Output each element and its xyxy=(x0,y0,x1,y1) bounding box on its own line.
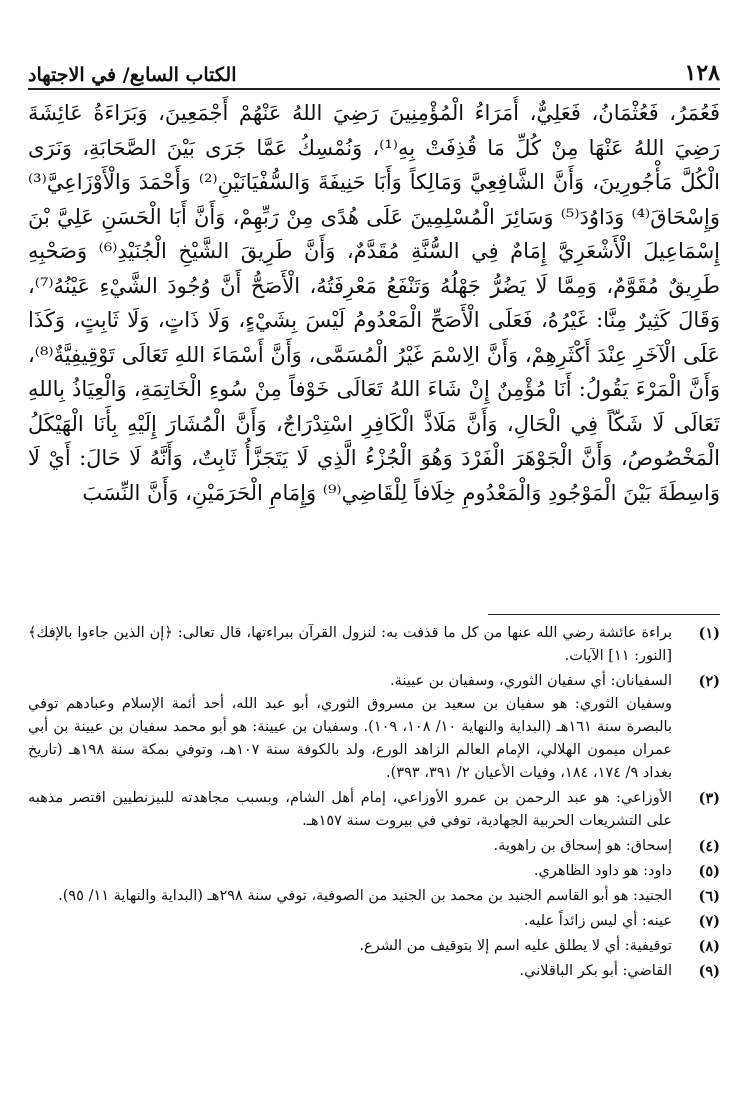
footnote xyxy=(28,860,720,883)
footnote-number: (٥) xyxy=(698,863,720,880)
footnote-line: براءة عائشة رضي الله عنها من كل ما قذفت به: لنزول القرآن ببراءتها، قال تعالى: ﴿إن الذين جاءوا بالإفك﴾ [النور: ١١] الآيات. xyxy=(28,625,672,664)
footnote-line: عينه: أي ليس زائداً عليه. xyxy=(523,913,672,929)
footnote-number: (٩) xyxy=(698,963,720,980)
footnote xyxy=(28,622,720,668)
footnote-text xyxy=(28,670,672,785)
footnote-number: (٤) xyxy=(698,838,720,855)
footnote-line: داود: هو داود الظاهري. xyxy=(533,863,672,879)
page-number: ١٢٨ xyxy=(684,60,720,86)
footnote-line: السفيانان: أي سفيان الثوري، وسفيان بن عيينة. xyxy=(390,673,672,689)
page-header xyxy=(28,52,720,86)
footnote xyxy=(28,935,720,958)
header-rule xyxy=(28,88,720,90)
footnote xyxy=(28,670,720,785)
footnote-line: القاضي: أبو بكر الباقلاني. xyxy=(519,963,672,979)
footnote-number: (٦) xyxy=(698,888,720,905)
footnote-line: توقيفية: أي لا يطلق عليه اسم إلا بتوقيف من الشرع. xyxy=(359,938,672,954)
main-text xyxy=(28,96,720,590)
footnote-text xyxy=(28,935,672,958)
footnote-text xyxy=(28,622,672,668)
footnote-number: (٣) xyxy=(698,790,720,807)
footnote-text xyxy=(28,960,672,983)
footnote-line: الأوزاعي: هو عبد الرحمن بن عمرو الأوزاعي، إمام أهل الشام، وبسبب مجاهدته للبيزنطيين اقتصر مذهبه على التشريعات الحربية الجهادية، توفي في بيروت سنة ١٥٧هـ. xyxy=(28,790,672,829)
running-title: الكتاب السابع/ في الاجتهاد xyxy=(28,64,237,86)
footnote-text xyxy=(28,860,672,883)
footnote-line: الجنيد: هو أبو القاسم الجنيد بن محمد بن الجنيد من الصوفية، توفي سنة ٢٩٨هـ (البداية والنهاية ١١/ ٩٥). xyxy=(58,888,672,904)
footnote-line: إسحاق: هو إسحاق بن راهوية. xyxy=(493,838,672,854)
footnote xyxy=(28,787,720,833)
main-paragraph: فَعُمَرُ، فَعُثْمَانُ، فَعَلِيٌّ، أُمَرَاءُ الْمُؤْمِنِينَ رَضِيَ اللهُ عَنْهُمْ أَجْمَعِينَ، وَبَرَاءَةُ عَائِشَةَ رَضِيَ اللهُ عَنْهَا مِنْ كُلِّ مَا قُذِفَتْ بِهِ⁽¹⁾، وَنُمْسِكُ عَمَّا جَرَى بَيْنَ الصَّحَابَةِ، وَنَرَى الْكُلَّ مَأْجُورِينَ، وَأَنَّ الشَّافِعِيَّ وَمَالِكاً وَأَبَا حَنِيفَةَ وَالسُّفْيَانَيْنِ⁽²⁾ وَأَحْمَدَ وَالْأَوْزَاعِيَّ⁽³⁾ وَإِسْحَاقَ⁽⁴⁾ وَدَاوُدَ⁽⁵⁾ وَسَائِرَ الْمُسْلِمِينَ عَلَى هُدًى مِنْ رَبِّهِمْ، وَأَنَّ أَبَا الْحَسَنِ عَلِيَّ بْنَ إِسْمَاعِيلَ الْأَشْعَرِيَّ إِمَامٌ فِي السُّنَّةِ مُقَدَّمٌ، وَأَنَّ طَرِيقَ الشَّيْخِ الْجُنَيْدِ⁽⁶⁾ وَصَحْبِهِ طَرِيقٌ مُقَوَّمٌ، وَمِمَّا لَا يَضُرُّ جَهْلُهُ وَتَنْفَعُ مَعْرِفَتُهُ، الْأَصَحُّ أَنَّ وُجُودَ الشَّيْءِ عَيْنُهُ⁽⁷⁾، وَقَالَ كَثِيرٌ مِنَّا: غَيْرُهُ، فَعَلَى الْأَصَحِّ الْمَعْدُومُ لَيْسَ بِشَيْءٍ، وَلَا ذَاتٍ، وَلَا ثَابِتٍ، وَكَذَا عَلَى الْآخَرِ عِنْدَ أَكْثَرِهِمْ، وَأَنَّ الِاسْمَ غَيْرُ الْمُسَمَّى، وَأَنَّ أَسْمَاءَ اللهِ تَعَالَى تَوْقِيفِيَّةٌ⁽⁸⁾، وَأَنَّ الْمَرْءَ يَقُولُ: أَنَا مُؤْمِنٌ إِنْ شَاءَ اللهُ تَعَالَى خَوْفاً مِنْ سُوءِ الْخَاتِمَةِ، وَالْعِيَاذُ بِاللهِ تَعَالَى لَا شَكّاً فِي الْحَالِ، وَأَنَّ مَلَاذَّ الْكَافِرِ اسْتِدْرَاجٌ، وَأَنَّ الْمُشَارَ إِلَيْهِ بِأَنَا الْهَيْكَلُ الْمَخْصُوصُ، وَأَنَّ الْجَوْهَرَ الْفَرْدَ وَهُوَ الْجُزْءُ الَّذِي لَا يَتَجَزَّأُ ثَابِتٌ، وَأَنَّهُ لَا حَالَ: أَيْ لَا وَاسِطَةَ بَيْنَ الْمَوْجُودِ وَالْمَعْدُومِ خِلَافاً لِلْقَاضِي⁽⁹⁾ وَإِمَامِ الْحَرَمَيْنِ، وَأَنَّ النِّسَبَ xyxy=(28,101,720,505)
footnote-text xyxy=(28,910,672,933)
footnote xyxy=(28,910,720,933)
footnote-text xyxy=(28,885,672,908)
footnotes xyxy=(28,622,720,1062)
footnote-number: (٢) xyxy=(698,673,720,690)
footnote-text xyxy=(28,835,672,858)
footnote xyxy=(28,960,720,983)
footnote-number: (٨) xyxy=(698,938,720,955)
footnote-number: (٧) xyxy=(698,913,720,930)
footnote-number: (١) xyxy=(698,625,720,642)
footnote-text xyxy=(28,787,672,833)
footnote xyxy=(28,835,720,858)
footnote xyxy=(28,885,720,908)
footnote-line: وسفيان الثوري: هو سفيان بن سعيد بن مسروق الثوري، أبو عبد الله، أحد أئمة الإسلام وعبادهم توفي بالبصرة سنة ١٦١هـ (البداية والنهاية ١٠/ ١٠٨، ١٠٩). وسفيان بن عيينة: هو أبو محمد سفيان بن عيينة بن أبي عمران ميمون الهلالي، الإمام العالم الزاهد الورع، ولد بالكوفة سنة ١٠٧هـ، وتوفي بمكة سنة ١٩٨هـ (تاريخ بغداد ٩/ ١٧٤، ١٨٤، وفيات الأعيان ٢/ ٣٩١، ٣٩٣). xyxy=(28,696,673,781)
footnote-separator xyxy=(488,614,720,615)
